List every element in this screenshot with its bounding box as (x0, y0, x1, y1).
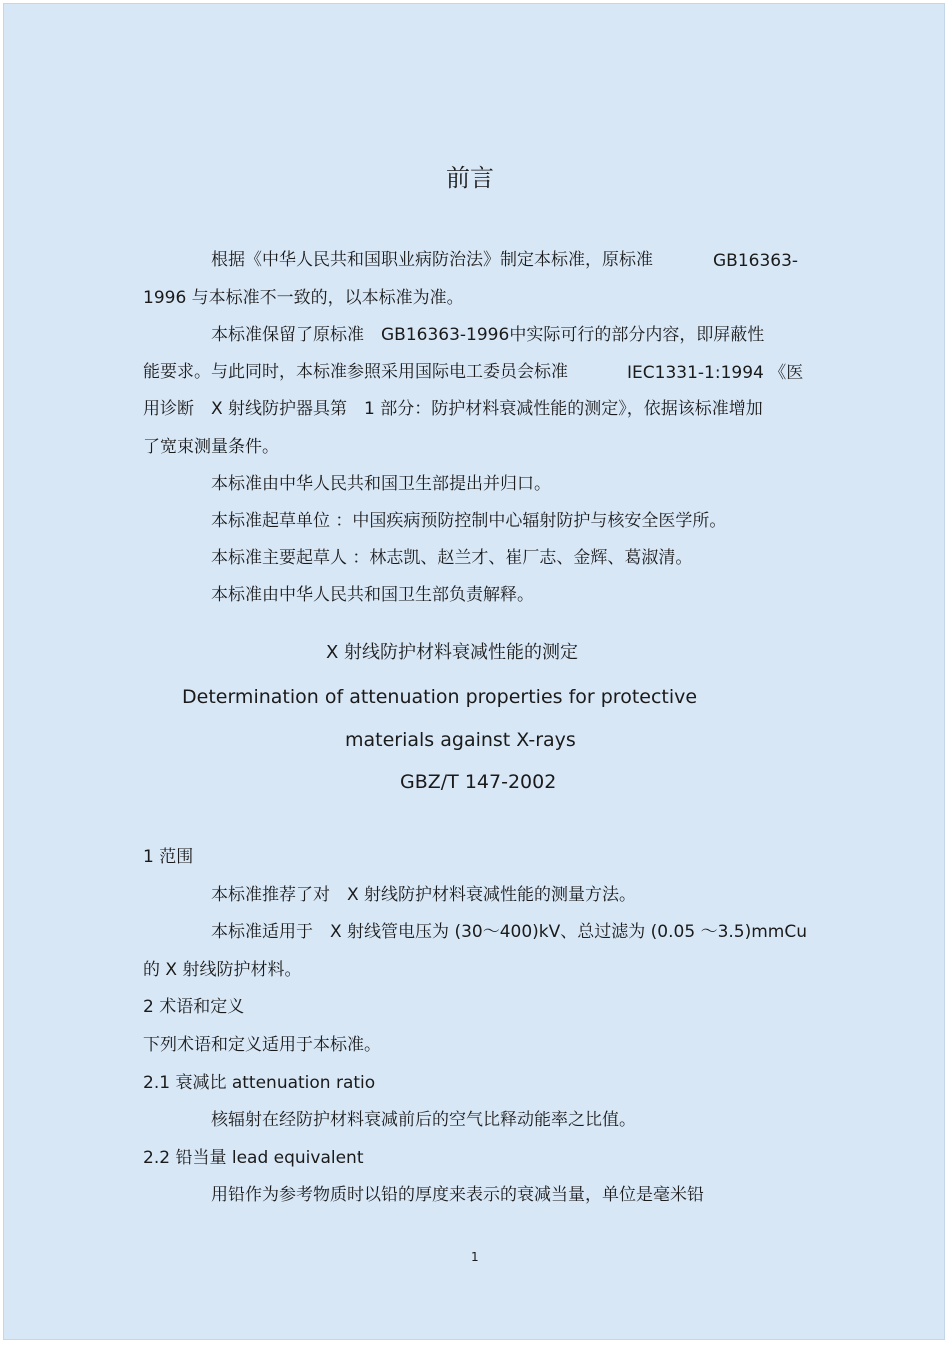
standard-code: GBZ/T 147-2002 (400, 771, 557, 793)
standard-title-en-line-2: materials against X-rays (345, 729, 576, 751)
section-2-intro: 下列术语和定义适用于本标准。 (143, 1035, 381, 1055)
preface-paragraph-5: 本标准主要起草人 ：林志凯、赵兰才、崔厂志、金辉、葛淑清。 (211, 548, 693, 568)
term-2-2-definition: 用铅作为参考物质时以铅的厚度来表示的衰减当量，单位是毫米铅 (211, 1185, 704, 1205)
document-page (3, 3, 945, 1340)
section-1-paragraph-2-line-2: 的 X 射线防护材料。 (143, 960, 302, 980)
preface-paragraph-2-code: IEC1331-1:1994 《医 (627, 363, 804, 383)
preface-paragraph-1-line-1: 根据《中华人民共和国职业病防治法》制定本标准，原标准 (211, 250, 653, 270)
preface-paragraph-1-line-2: 1996 与本标准不一致的，以本标准为准。 (143, 288, 464, 308)
preface-paragraph-2-line-4: 了宽束测量条件。 (143, 437, 279, 457)
preface-paragraph-2-line-1: 本标准保留了原标准 GB16363-1996中实际可行的部分内容，即屏蔽性 (211, 325, 765, 345)
section-1-heading: 1 范围 (143, 847, 194, 867)
term-2-1-heading: 2.1 衰减比 attenuation ratio (143, 1073, 376, 1093)
preface-title: 前言 (446, 164, 494, 192)
standard-title-cn: X 射线防护材料衰减性能的测定 (326, 642, 579, 663)
term-2-2-heading: 2.2 铅当量 lead equivalent (143, 1148, 364, 1168)
standard-title-en-line-1: Determination of attenuation properties for protective (182, 686, 698, 708)
preface-paragraph-2-line-3: 用诊断 X 射线防护器具第 1 部分：防护材料衰减性能的测定》，依据该标准增加 (143, 399, 763, 419)
section-1-paragraph-2-line-1: 本标准适用于 X 射线管电压为 (30～400)kV、总过滤为 (0.05 ～3.5)mmCu (211, 922, 807, 942)
section-2-heading: 2 术语和定义 (143, 997, 245, 1017)
preface-paragraph-1-code: GB16363- (713, 251, 799, 271)
preface-paragraph-2-line-2: 能要求。与此同时，本标准参照采用国际电工委员会标准 (143, 362, 568, 382)
preface-paragraph-3: 本标准由中华人民共和国卫生部提出并归口。 (211, 474, 551, 494)
section-1-paragraph-1: 本标准推荐了对 X 射线防护材料衰减性能的测量方法。 (211, 885, 637, 905)
page-number: 1 (471, 1250, 479, 1264)
preface-paragraph-6: 本标准由中华人民共和国卫生部负责解释。 (211, 585, 534, 605)
preface-paragraph-4: 本标准起草单位 ：中国疾病预防控制中心辐射防护与核安全医学所。 (211, 511, 727, 531)
term-2-1-definition: 核辐射在经防护材料衰减前后的空气比释动能率之比值。 (211, 1110, 636, 1130)
